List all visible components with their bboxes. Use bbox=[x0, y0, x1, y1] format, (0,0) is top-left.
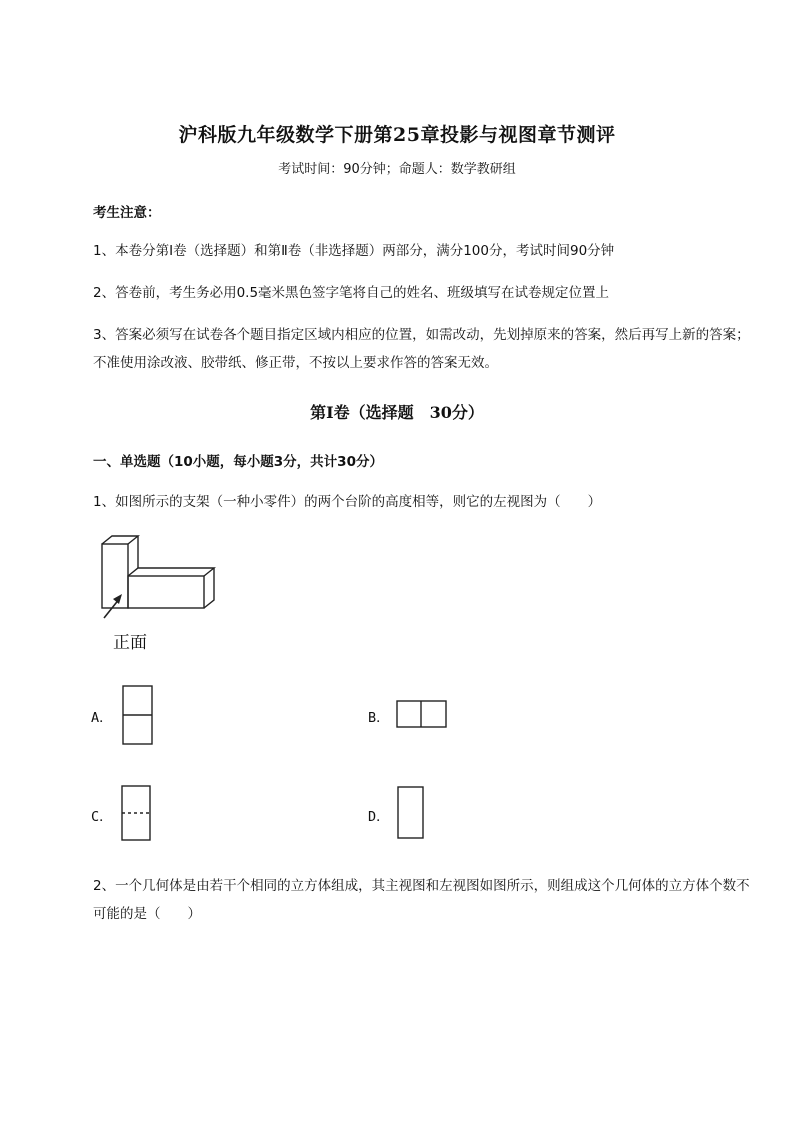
bracket-figure bbox=[98, 532, 220, 624]
notice-item-1: 1、本卷分第I卷（选择题）和第Ⅱ卷（非选择题）两部分，满分100分，考试时间90分钟 bbox=[93, 243, 615, 259]
option-c-figure[interactable] bbox=[118, 783, 156, 845]
section-title: 第I卷（选择题 30分） bbox=[310, 403, 484, 422]
option-a-figure[interactable] bbox=[120, 684, 156, 748]
option-d-label[interactable]: D． bbox=[368, 809, 390, 825]
question-1-text: 1、如图所示的支架（一种小零件）的两个台阶的高度相等，则它的左视图为（ ） bbox=[93, 494, 602, 510]
notice-item-3: 3、答案必须写在试卷各个题目指定区域内相应的位置，如需改动，先划掉原来的答案，然后再写上新的答案；不准使用涂改液、胶带纸、修正带，不按以上要求作答的答案无效。 bbox=[93, 327, 750, 371]
option-c-label[interactable]: C． bbox=[91, 809, 113, 825]
notice-heading: 考生注意： bbox=[93, 205, 161, 221]
option-a-label[interactable]: A． bbox=[91, 710, 113, 726]
option-b-label[interactable]: B． bbox=[368, 710, 390, 726]
option-b-figure[interactable] bbox=[394, 698, 450, 732]
option-d-figure[interactable] bbox=[395, 784, 427, 842]
bracket-drawing bbox=[102, 536, 214, 618]
part-heading: 一、单选题（10小题，每小题3分，共计30分） bbox=[93, 454, 383, 470]
question-2-text: 2、一个几何体是由若干个相同的立方体组成，其主视图和左视图如图所示，则组成这个几何体的立方体个数不可能的是（ ） bbox=[93, 878, 750, 922]
notice-item-2: 2、答卷前，考生务必用0.5毫米黑色签字笔将自己的姓名、班级填写在试卷规定位置上 bbox=[93, 285, 610, 301]
page-title: 沪科版九年级数学下册第25章投影与视图章节测评 bbox=[178, 124, 616, 146]
exam-info: 考试时间：90分钟；命题人：数学教研组 bbox=[278, 162, 516, 177]
front-label: 正面 bbox=[113, 633, 147, 653]
